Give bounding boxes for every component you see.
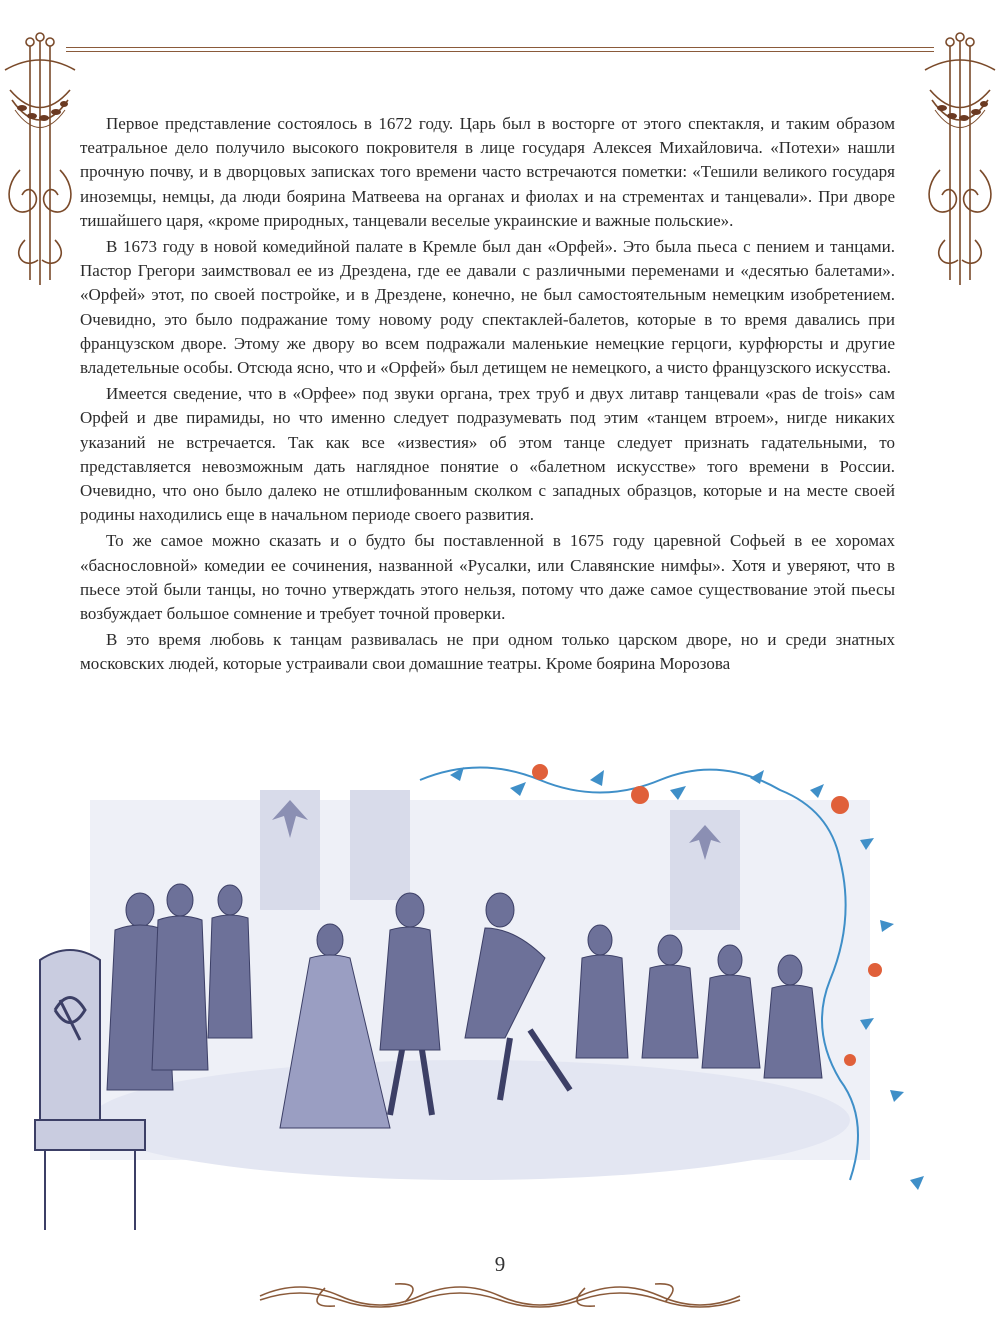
paragraph-1: Первое представление состоялось в 1672 году. Царь был в восторге от этого спектакля, и таким образом театральное дело получило высокого покровителя в лице государя Алексея Михайловича. «Потехи» нашли прочную почву, и в дворцовых записках того времени часто встречаются пометки: «Тешили великого государя иноземцы, немцы, да люди боярина Матвеева на органах и фиолах и на стрементах и танцевали». При дворе тишайшего царя, «кроме природных, танцевали веселые украинские и важные польские». <box>80 114 895 230</box>
page-number: 9 <box>494 1252 506 1276</box>
ballroom-dance-illustration <box>30 760 975 1250</box>
paragraph-2: В 1673 году в новой комедийной палате в Кремле был дан «Орфей». Это была пьеса с пением и танцами. Пастор Грегори заимствовал ее из Дрездена, где ее давали с различными переменами и «десятью балетами». «Орфей» этот, по своей постройке, и в Дрездене, конечно, не был самостоятельным немецким изобретением. Очевидно, это было подражание тому новому роду спектаклей-балетов, которые в то время давались при французском дворе. Этому же двору во всем подражали маленькие немецкие герцоги, курфюрсты и другие владетельные особы. Отсюда ясно, что и «Орфей» был детищем не немецкого, а чисто французского искусства. <box>80 237 895 378</box>
top-border-rule <box>66 47 934 52</box>
right-corner-ornament <box>920 30 1000 290</box>
paragraph-5: В это время любовь к танцам развивалась не при одном только царском дворе, но и среди знатных московских людей, которые устраивали свои домашние театры. Кроме боярина Морозова <box>80 630 895 674</box>
left-corner-ornament <box>0 30 80 290</box>
body-text <box>80 112 895 679</box>
paragraph-3: Имеется сведение, что в «Орфее» под звуки органа, трех труб и двух литавр танцевали «pas de trois» сам Орфей и две пирамиды, но что именно следует подразумевать под этим «танцем втроем», нигде никаких указаний не встречается. Так как все «известия» об этом танце следует признать гадательными, то представляется невозможным дать наглядное понятие о «балетном искусстве» того времени в России. Очевидно, что оно было далеко не отшлифованным сколком с западных образцов, которые и на месте своей родины находились еще в начальном периоде своего развития. <box>80 384 895 525</box>
paragraph-4: То же самое можно сказать и о будто бы поставленной в 1675 году царевной Софьей в ее хоромах «баснословной» комедии ее сочинения, названной «Русалки, или Славянские нимфы». Хотя и уверяют, что в пьесе этой были танцы, но точно утверждать этого нельзя, потому что даже самое существование этой пьесы возбуждает большое сомнение и требует точной проверки. <box>80 531 895 624</box>
bottom-ribbon-ornament <box>255 1274 745 1314</box>
